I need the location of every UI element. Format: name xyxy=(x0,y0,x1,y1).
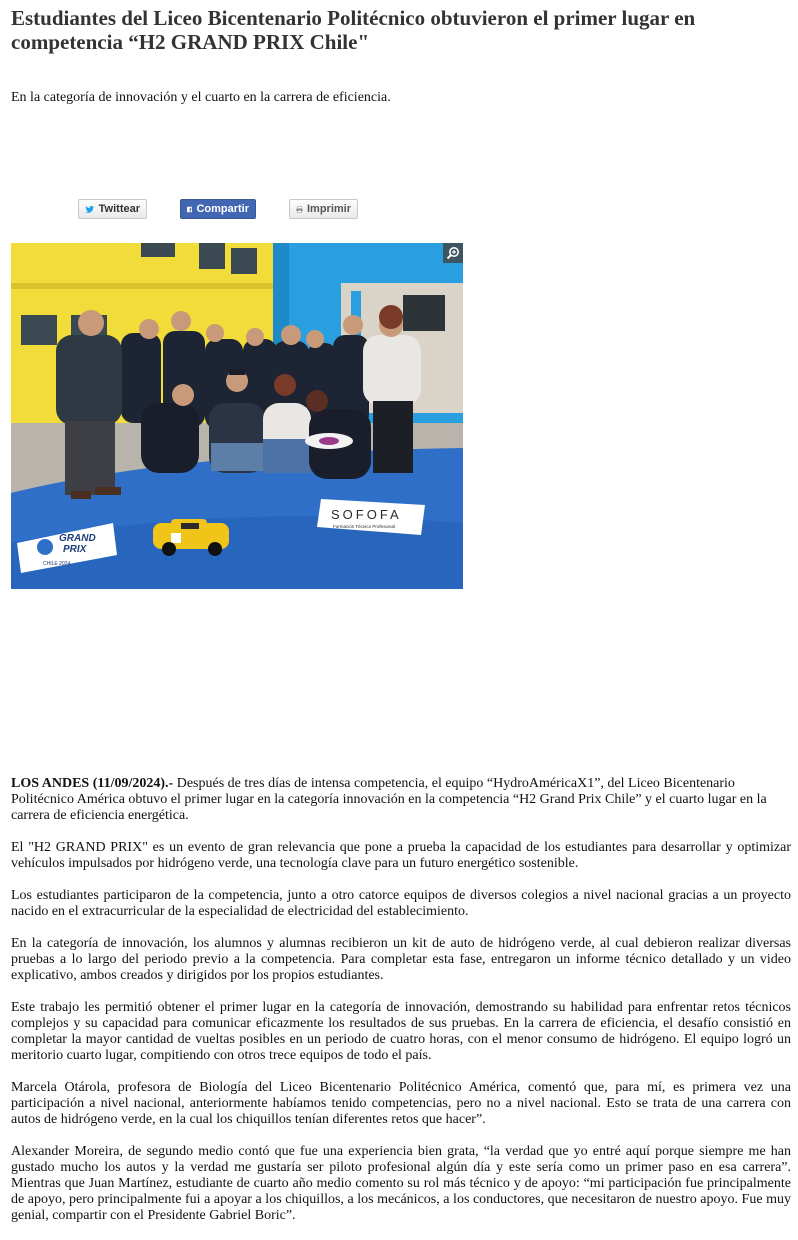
article-headline: Estudiantes del Liceo Bicentenario Politécnico obtuvieron el primer lugar en competencia “H2 GRAND PRIX Chile" xyxy=(11,6,696,54)
article-paragraph: En la categoría de innovación, los alumnos y alumnas recibieron un kit de auto de hidrógeno verde, al cual debieron realizar diversas pruebas a lo largo del periodo previo a la competencia. Para completar esta fase, entregaron un informe técnico detallado y un video explicativo, ambos creados y dirigidos por los propios estudiantes. xyxy=(11,936,791,983)
share-bar xyxy=(0,199,400,219)
printer-icon xyxy=(296,203,303,216)
team-photo-illustration xyxy=(11,243,463,589)
article-lead-paragraph xyxy=(11,776,791,824)
facebook-f-icon xyxy=(187,203,192,216)
article-dateline: LOS ANDES (11/09/2024).- xyxy=(11,776,174,791)
twitter-bird-icon xyxy=(85,203,95,216)
twitter-share-button[interactable] xyxy=(78,199,147,219)
sofofa-banner-line2: Formación Técnico Profesional xyxy=(333,524,395,529)
article-subtitle: En la categoría de innovación y el cuarto en la carrera de eficiencia. xyxy=(11,90,391,105)
article-paragraph: Este trabajo les permitió obtener el primer lugar en la categoría de innovación, demostrando su habilidad para enfrentar retos técnicos complejos y su capacidad para comunicar eficazmente los resultados de sus pruebas. En la carrera de eficiencia, el desafío consistió en completar la mayor cantidad de vueltas posibles en un periodo de cuatro horas, con el menor consumo de hidrógeno. El equipo logró un meritorio cuarto lugar, compitiendo con otros trece equipos de todo el país. xyxy=(11,1000,791,1063)
photo-zoom-button[interactable] xyxy=(443,243,463,263)
grand-prix-banner-line2: PRIX xyxy=(63,544,87,555)
article-photo[interactable] xyxy=(11,243,463,589)
article-paragraph: El "H2 GRAND PRIX" es un evento de gran relevancia que pone a prueba la capacidad de los estudiantes para desarrollar y optimizar vehículos impulsados por hidrógeno verde, una tecnología clave para un futuro energético sostenible. xyxy=(11,840,791,871)
twitter-share-label: Twittear xyxy=(98,203,140,215)
print-button[interactable] xyxy=(289,199,358,219)
sofofa-banner-line1: SOFOFA xyxy=(331,507,402,522)
print-label: Imprimir xyxy=(306,203,351,215)
article-paragraph: Marcela Otárola, profesora de Biología del Liceo Bicentenario Politécnico América, comentó que, para mí, es primera vez una participación a nivel nacional, anteriormente habíamos tenido competencias, pero no a nivel nacional. Esto se trata de una carrera con autos de hidrógeno verde, en la cual los chiquillos tenían diferentes retos que hacer”. xyxy=(11,1080,791,1127)
grand-prix-banner-line3: CHILE 2024 xyxy=(43,561,71,567)
facebook-share-label: Compartir xyxy=(196,203,249,215)
magnifier-plus-icon xyxy=(446,246,460,260)
article-paragraph: Alexander Moreira, de segundo medio contó que fue una experiencia bien grata, “la verdad que yo entré aquí porque siempre me han gustado mucho los autos y la verdad me gustaría ser piloto profesional algún día y este sería como un primer paso en esa carrera”. Mientras que Juan Martínez, estudiante de cuarto año medio comento su rol más técnico y de apoyo: “mi participación fue principalmente de apoyo, pero principalmente fui a apoyar a los chiquillos, a los mecánicos, a los conductores, que necesitaron de nuestro apoyo. Fue muy genial, compartir con el Presidente Gabriel Boric”. xyxy=(11,1144,791,1223)
facebook-share-button[interactable] xyxy=(180,199,256,219)
article-paragraph: Los estudiantes participaron de la competencia, junto a otro catorce equipos de diversos colegios a nivel nacional gracias a un proyecto nacido en el extracurricular de la especialidad de electricidad del establecimiento. xyxy=(11,888,791,919)
article-body xyxy=(11,776,791,1240)
grand-prix-banner-line1: GRAND xyxy=(59,533,96,544)
article-lead-text: Después de tres días de intensa competencia, el equipo “HydroAméricaX1”, del Liceo Bicentenario Politécnico América obtuvo el primer lugar en la categoría innovación en la competencia “H2 Grand Prix Chile” y el cuarto lugar en la carrera de eficiencia energética. xyxy=(11,776,767,823)
